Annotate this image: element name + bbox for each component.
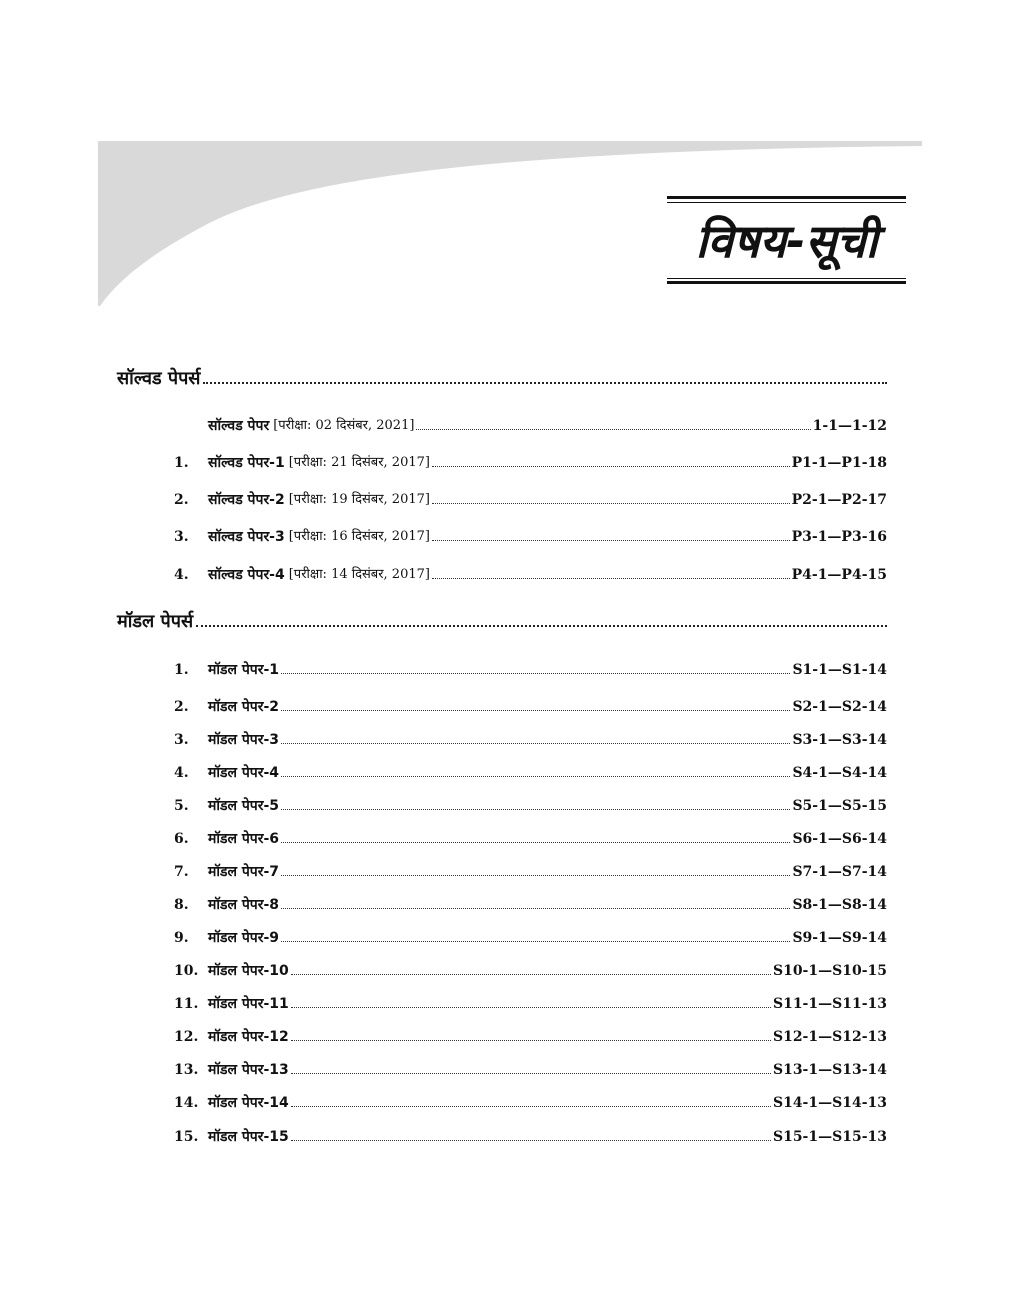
dot-leader — [281, 875, 790, 876]
dot-leader — [281, 941, 790, 942]
dot-leader — [432, 503, 790, 504]
dot-leader — [281, 908, 790, 909]
entry-label: मॉडल पेपर-15 — [208, 1129, 289, 1145]
dot-leader — [432, 466, 790, 467]
dot-leader — [196, 625, 887, 627]
toc-entry[interactable] — [174, 657, 887, 679]
entry-label: सॉल्वड पेपर-3 — [208, 529, 285, 545]
toc-entry[interactable] — [174, 958, 887, 980]
entry-pages: S14-1—S14-13 — [772, 1095, 887, 1111]
entry-number: 13. — [174, 1062, 199, 1078]
entry-number: 2. — [174, 492, 189, 508]
toc-entry[interactable] — [174, 826, 887, 848]
toc-entry[interactable] — [174, 991, 887, 1013]
entry-label: मॉडल पेपर-9 — [208, 930, 280, 946]
dot-leader — [432, 540, 790, 541]
entry-pages: S8-1—S8-14 — [792, 897, 887, 913]
entry-label: सॉल्वड पेपर-2 — [208, 492, 285, 508]
toc-entry[interactable] — [174, 1024, 887, 1046]
entry-pages: S12-1—S12-13 — [772, 1029, 887, 1045]
entry-label: मॉडल पेपर-5 — [208, 798, 280, 814]
toc-entry[interactable] — [174, 1057, 887, 1079]
title-rule-top — [667, 196, 906, 199]
entry-number: 1. — [174, 455, 189, 471]
dot-leader — [281, 842, 790, 843]
entry-label: मॉडल पेपर-13 — [208, 1062, 289, 1078]
entry-pages: S11-1—S11-13 — [772, 996, 887, 1012]
entry-number: 6. — [174, 831, 189, 847]
entry-pages: P3-1—P3-16 — [791, 529, 887, 545]
toc-entry[interactable] — [174, 562, 887, 584]
entry-label: मॉडल पेपर-10 — [208, 963, 289, 979]
section-heading-solved — [117, 364, 887, 390]
entry-number: 12. — [174, 1029, 199, 1045]
entry-pages: S2-1—S2-14 — [792, 699, 887, 715]
entry-number: 3. — [174, 529, 189, 545]
toc-entry[interactable] — [174, 450, 887, 472]
entry-label: मॉडल पेपर-14 — [208, 1095, 289, 1111]
title-rule-bottom — [667, 281, 906, 284]
dot-leader — [281, 776, 790, 777]
toc-entry[interactable] — [174, 859, 887, 881]
entry-number: 4. — [174, 567, 189, 583]
entry-label: सॉल्वड पेपर-4 — [208, 567, 285, 583]
entry-label: मॉडल पेपर-2 — [208, 699, 280, 715]
entry-exam-date: [परीक्षा: 19 दिसंबर, 2017] — [288, 492, 430, 507]
entry-label: मॉडल पेपर-7 — [208, 864, 280, 880]
entry-label: मॉडल पेपर-6 — [208, 831, 280, 847]
entry-number: 1. — [174, 662, 189, 678]
title-rule-bottom-thin — [667, 278, 906, 279]
dot-leader — [291, 1007, 771, 1008]
dot-leader — [291, 1140, 771, 1141]
toc-entry[interactable] — [174, 793, 887, 815]
entry-number: 14. — [174, 1095, 199, 1111]
entry-pages: S9-1—S9-14 — [792, 930, 887, 946]
section-title: मॉडल पेपर्स — [117, 611, 194, 632]
toc-entry[interactable] — [174, 727, 887, 749]
entry-pages: S4-1—S4-14 — [792, 765, 887, 781]
entry-number: 4. — [174, 765, 189, 781]
page-title: विषय-सूची — [695, 214, 878, 268]
entry-number: 3. — [174, 732, 189, 748]
entry-pages: P2-1—P2-17 — [791, 492, 887, 508]
entry-pages: S13-1—S13-14 — [772, 1062, 887, 1078]
toc-entry[interactable] — [174, 892, 887, 914]
entry-number: 10. — [174, 963, 199, 979]
toc-entry[interactable] — [174, 413, 887, 435]
dot-leader — [416, 429, 810, 430]
entry-label: मॉडल पेपर-12 — [208, 1029, 289, 1045]
entry-number: 15. — [174, 1129, 199, 1145]
toc-entry[interactable] — [174, 694, 887, 716]
dot-leader — [291, 1040, 771, 1041]
dot-leader — [281, 673, 790, 674]
dot-leader — [432, 578, 790, 579]
dot-leader — [281, 710, 790, 711]
entry-exam-date: [परीक्षा: 02 दिसंबर, 2021] — [273, 418, 415, 433]
entry-pages: P1-1—P1-18 — [791, 455, 887, 471]
entry-label: सॉल्वड पेपर — [208, 418, 270, 434]
dot-leader — [203, 382, 887, 384]
entry-pages: S10-1—S10-15 — [772, 963, 887, 979]
dot-leader — [281, 743, 790, 744]
entry-pages: S6-1—S6-14 — [792, 831, 887, 847]
toc-entry[interactable] — [174, 760, 887, 782]
toc-entry[interactable] — [174, 925, 887, 947]
dot-leader — [291, 1073, 771, 1074]
entry-label: मॉडल पेपर-4 — [208, 765, 280, 781]
section-title: सॉल्वड पेपर्स — [117, 368, 201, 389]
dot-leader — [281, 809, 790, 810]
entry-number: 5. — [174, 798, 189, 814]
toc-entry[interactable] — [174, 524, 887, 546]
entry-label: मॉडल पेपर-11 — [208, 996, 289, 1012]
entry-pages: P4-1—P4-15 — [791, 567, 887, 583]
title-block — [667, 196, 906, 286]
toc-entry[interactable] — [174, 1090, 887, 1112]
entry-exam-date: [परीक्षा: 16 दिसंबर, 2017] — [288, 529, 430, 544]
entry-pages: 1-1—1-12 — [812, 418, 887, 434]
entry-pages: S1-1—S1-14 — [792, 662, 887, 678]
title-rule-top-thin — [667, 202, 906, 203]
entry-pages: S3-1—S3-14 — [792, 732, 887, 748]
toc-entry[interactable] — [174, 1124, 887, 1146]
entry-label: मॉडल पेपर-8 — [208, 897, 280, 913]
entry-pages: S15-1—S15-13 — [772, 1129, 887, 1145]
entry-pages: S5-1—S5-15 — [792, 798, 887, 814]
entry-exam-date: [परीक्षा: 21 दिसंबर, 2017] — [288, 455, 430, 470]
dot-leader — [291, 974, 771, 975]
entry-pages: S7-1—S7-14 — [792, 864, 887, 880]
entry-number: 2. — [174, 699, 189, 715]
entry-number: 8. — [174, 897, 189, 913]
entry-number: 9. — [174, 930, 189, 946]
entry-number: 11. — [174, 996, 199, 1012]
entry-label: मॉडल पेपर-1 — [208, 662, 280, 678]
toc-entry[interactable] — [174, 487, 887, 509]
entry-exam-date: [परीक्षा: 14 दिसंबर, 2017] — [288, 567, 430, 582]
section-heading-model — [117, 607, 887, 633]
dot-leader — [291, 1106, 771, 1107]
entry-label: मॉडल पेपर-3 — [208, 732, 280, 748]
entry-number: 7. — [174, 864, 189, 880]
entry-label: सॉल्वड पेपर-1 — [208, 455, 285, 471]
